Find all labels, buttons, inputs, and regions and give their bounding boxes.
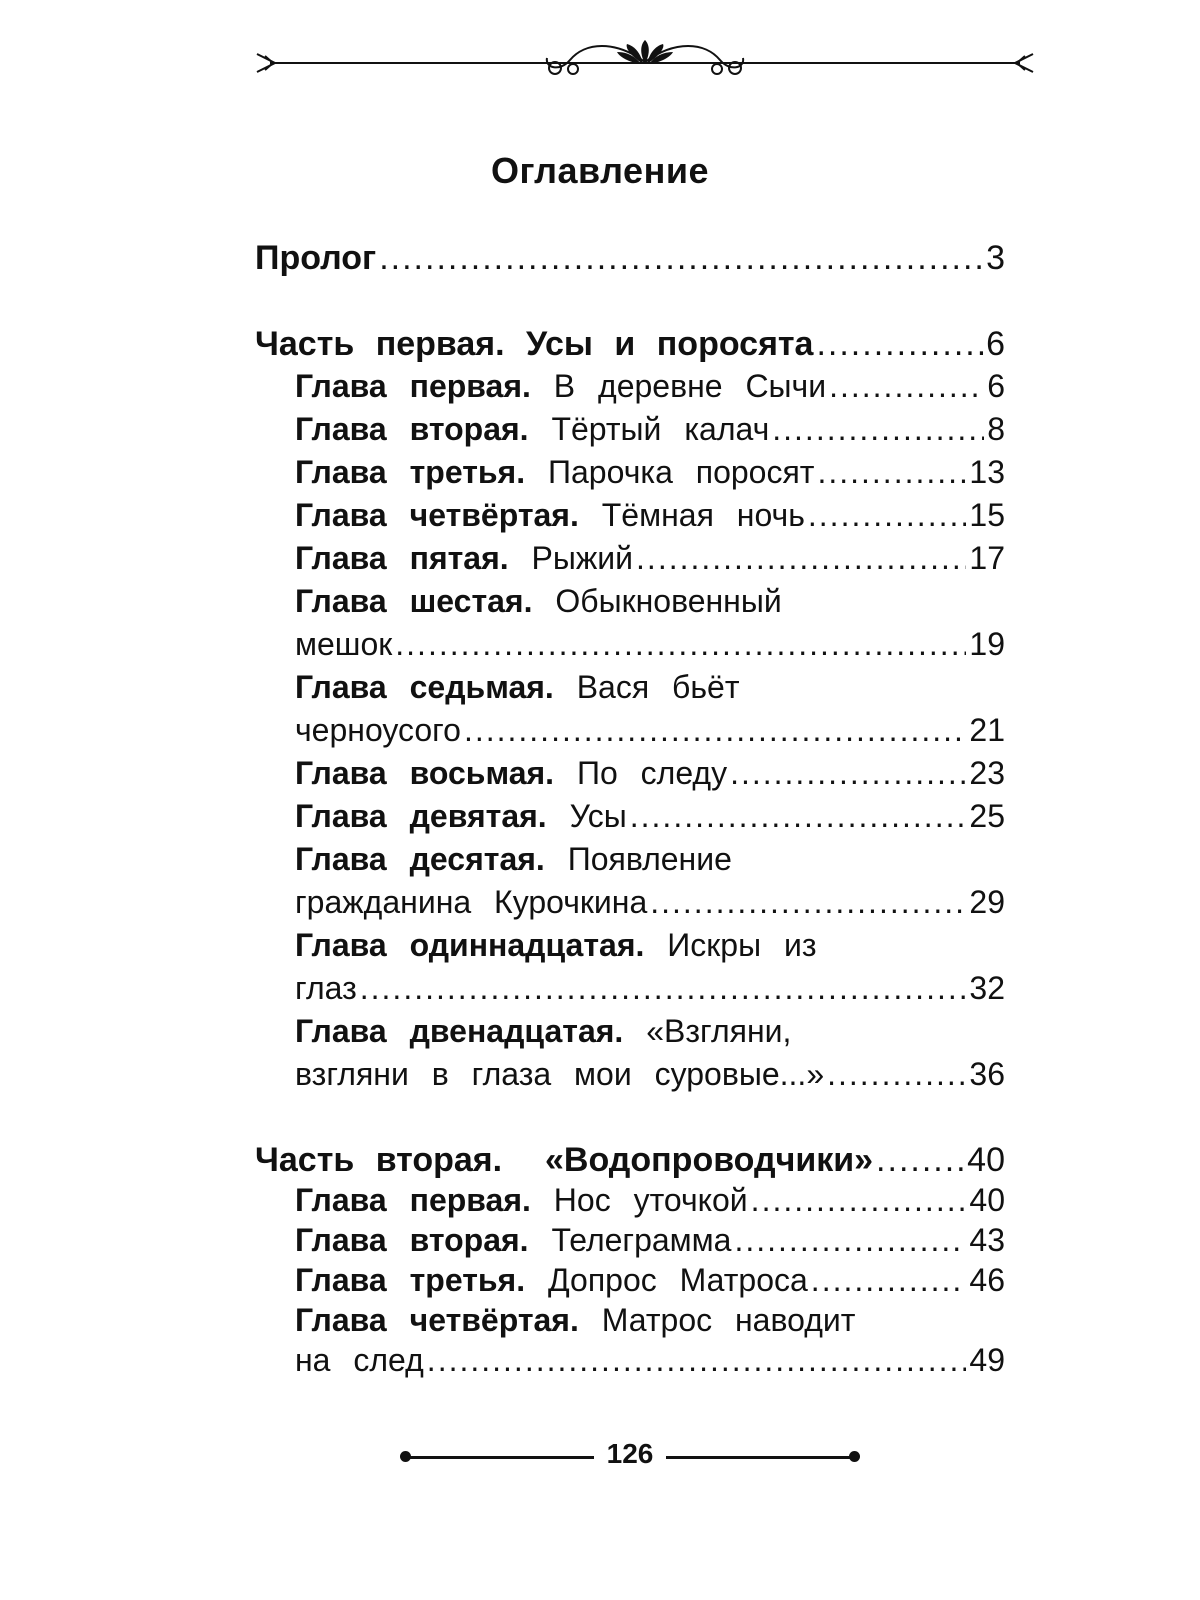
toc-entry-chapter[interactable]	[295, 1260, 1005, 1300]
page-number: 40	[969, 1182, 1005, 1218]
dot-leader	[817, 452, 966, 492]
page-number: 40	[967, 1141, 1005, 1179]
page-number: 49	[969, 1342, 1005, 1378]
toc-entry-part-2[interactable]	[255, 1140, 1005, 1180]
chapter-title-continued: гражданина Курочкина	[295, 884, 648, 920]
toc-entry-prologue[interactable]	[255, 238, 1005, 278]
chapter-label: Глава вторая.	[295, 411, 529, 447]
toc-entry-chapter-continued[interactable]	[295, 710, 1005, 750]
dot-leader	[630, 796, 967, 836]
chapter-label: Глава девятая.	[295, 798, 547, 834]
page-number: 15	[969, 497, 1005, 533]
chapter-title: Тёртый калач	[551, 411, 770, 447]
page-title: Оглавление	[491, 150, 709, 191]
bullet-icon	[849, 1451, 860, 1462]
chapter-label: Глава восьмая.	[295, 755, 555, 791]
entry-title: Пролог	[255, 239, 377, 277]
toc-entry-chapter[interactable]	[295, 839, 1005, 879]
chapter-label: Глава седьмая.	[295, 669, 554, 705]
chapter-label: Глава первая.	[295, 368, 531, 404]
chapter-title-continued: на след	[295, 1342, 424, 1378]
dot-leader	[827, 1054, 966, 1094]
entry-title: Часть первая. Усы и поросята	[255, 325, 814, 363]
chapter-label: Глава десятая.	[295, 841, 545, 877]
chapter-title: По следу	[576, 755, 728, 791]
toc-entry-part-1[interactable]	[255, 324, 1005, 364]
chapter-title: Усы	[569, 798, 627, 834]
chapter-label: Глава третья.	[295, 454, 526, 490]
toc-entry-chapter[interactable]	[295, 366, 1005, 406]
toc-entry-chapter-continued[interactable]	[295, 882, 1005, 922]
dot-leader	[772, 409, 984, 449]
dot-leader	[751, 1180, 967, 1220]
page-number: 3	[986, 239, 1005, 277]
toc-entry-chapter[interactable]	[295, 667, 1005, 707]
chapter-title: Допрос Матроса	[548, 1262, 808, 1298]
dot-leader	[734, 1220, 966, 1260]
chapter-title: «Взгляни,	[646, 1013, 792, 1049]
page-number: 36	[969, 1056, 1005, 1092]
dot-leader	[730, 753, 966, 793]
toc-entry-chapter[interactable]	[295, 1180, 1005, 1220]
toc-entry-chapter[interactable]	[295, 753, 1005, 793]
page-number: 32	[969, 970, 1005, 1006]
toc-entry-chapter-continued[interactable]	[295, 1340, 1005, 1380]
toc-entry-chapter[interactable]	[295, 581, 1005, 621]
dot-leader	[829, 366, 984, 406]
chapter-title: Тёмная ночь	[601, 497, 805, 533]
page-number: 23	[969, 755, 1005, 791]
chapter-label: Глава вторая.	[295, 1222, 529, 1258]
chapter-label: Глава пятая.	[295, 540, 509, 576]
dot-leader	[395, 624, 966, 664]
chapter-label: Глава четвёртая.	[295, 1302, 579, 1338]
dot-leader	[360, 968, 967, 1008]
page-number: 126	[606, 1438, 654, 1469]
toc-entry-chapter[interactable]	[295, 1220, 1005, 1260]
page-number: 29	[969, 884, 1005, 920]
toc-entry-chapter[interactable]	[295, 1011, 1005, 1051]
toc-entry-chapter[interactable]	[295, 495, 1005, 535]
chapter-title: Нос уточкой	[553, 1182, 748, 1218]
page-number: 19	[969, 626, 1005, 662]
chapter-title-continued: мешок	[295, 626, 393, 662]
dot-leader	[464, 710, 966, 750]
page-number: 46	[969, 1262, 1005, 1298]
chapter-label: Глава четвёртая.	[295, 497, 579, 533]
dot-leader	[876, 1140, 964, 1180]
chapter-title: Искры из	[667, 927, 817, 963]
toc-entry-chapter[interactable]	[295, 796, 1005, 836]
chapter-title-continued: черноусого	[295, 712, 461, 748]
dot-leader	[427, 1340, 967, 1380]
toc-entry-chapter-continued[interactable]	[295, 1054, 1005, 1094]
page-number: 17	[969, 540, 1005, 576]
page-number: 25	[969, 798, 1005, 834]
dot-leader	[816, 324, 983, 364]
dot-leader	[808, 495, 967, 535]
chapter-label: Глава шестая.	[295, 583, 533, 619]
page-number: 6	[987, 368, 1005, 404]
page-number: 6	[986, 325, 1005, 363]
chapter-title: Парочка поросят	[548, 454, 815, 490]
page-number: 13	[969, 454, 1005, 490]
chapter-title: Появление	[567, 841, 732, 877]
page-number: 21	[969, 712, 1005, 748]
part-label: Часть вторая.	[255, 1141, 503, 1179]
dot-leader	[811, 1260, 967, 1300]
part-title: «Водопроводчики»	[545, 1141, 874, 1179]
toc-entry-chapter[interactable]	[295, 452, 1005, 492]
chapter-title: Матрос наводит	[601, 1302, 856, 1338]
page-number: 8	[987, 411, 1005, 447]
chapter-title: Обыкновенный	[555, 583, 782, 619]
chapter-label: Глава двенадцатая.	[295, 1013, 624, 1049]
toc-entry-chapter[interactable]	[295, 538, 1005, 578]
chapter-title: В деревне Сычи	[553, 368, 827, 404]
page-number: 43	[969, 1222, 1005, 1258]
chapter-label: Глава третья.	[295, 1262, 526, 1298]
chapter-title: Рыжий	[531, 540, 634, 576]
toc-entry-chapter-continued[interactable]	[295, 968, 1005, 1008]
toc-entry-chapter-continued[interactable]	[295, 624, 1005, 664]
toc-entry-chapter[interactable]	[295, 409, 1005, 449]
chapter-title-continued: взгляни в глаза мои суровые...»	[295, 1056, 825, 1092]
toc-entry-chapter[interactable]	[295, 925, 1005, 965]
chapter-label: Глава одиннадцатая.	[295, 927, 645, 963]
dot-leader	[636, 538, 966, 578]
dot-leader	[379, 238, 983, 278]
toc-entry-chapter[interactable]	[295, 1300, 1005, 1340]
page-footer	[400, 1432, 860, 1482]
chapter-title: Вася бьёт	[576, 669, 740, 705]
chapter-title: Телеграмма	[551, 1222, 732, 1258]
chapter-title-continued: глаз	[295, 970, 357, 1006]
divider	[666, 1456, 852, 1459]
chapter-label: Глава первая.	[295, 1182, 531, 1218]
dot-leader	[650, 882, 966, 922]
